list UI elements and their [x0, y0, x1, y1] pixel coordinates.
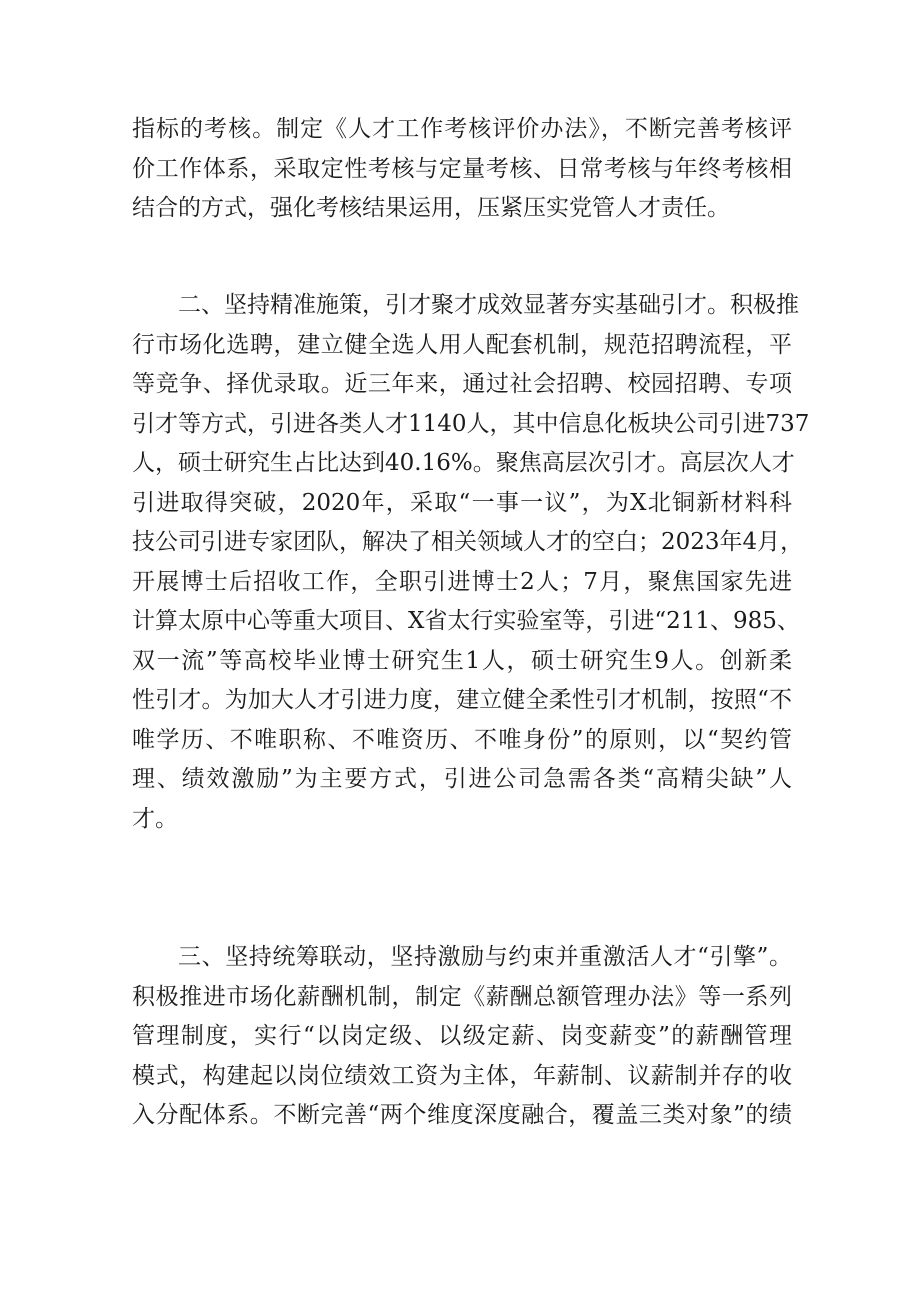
paragraph-line: 开展博士后招收工作，全职引进博士2人；7月，聚焦国家先进: [132, 568, 792, 595]
paragraph-line: 三、坚持统筹联动，坚持激励与约束并重激活人才“引擎”。: [178, 944, 792, 970]
paragraph-line: 管理制度，实行“以岗定级、以级定薪、岗变薪变”的薪酬管理: [132, 1023, 792, 1049]
paragraph-line: 积极推进市场化薪酬机制，制定《薪酬总额管理办法》等一系列: [132, 983, 792, 1010]
paragraph-line: 二、坚持精准施策，引才聚才成效显著夯实基础引才。积极推: [178, 292, 799, 318]
paragraph-line: 技公司引进专家团队，解决了相关领域人才的空白；2023年4月，: [132, 529, 804, 555]
paragraph-3: [132, 938, 792, 1136]
paragraph-line: 才。: [132, 805, 178, 832]
paragraph-line: 模式，构建起以岗位绩效工资为主体，年薪制、议薪制并存的收: [132, 1062, 792, 1089]
paragraph-line: 结合的方式，强化考核结果运用，压紧压实党管人才责任。: [132, 195, 730, 221]
paragraph-line: 理、绩效激励”为主要方式，引进公司急需各类“高精尖缺”人: [132, 766, 792, 792]
paragraph-line: 唯学历、不唯职称、不唯资历、不唯身份”的原则，以“契约管: [132, 726, 792, 753]
paragraph-line: 引才等方式，引进各类人才1140人，其中信息化板块公司引进737: [132, 410, 810, 437]
paragraph-line: 人，硕士研究生占比达到40.16%。聚焦高层次引才。高层次人才: [132, 450, 795, 476]
paragraph-line: 价工作体系，采取定性考核与定量考核、日常考核与年终考核相: [132, 155, 792, 182]
paragraph-line: 计算太原中心等重大项目、X省太行实验室等，引进“211、985、: [132, 608, 800, 634]
paragraph-line: 双一流”等高校毕业博士研究生1人，硕士研究生9人。创新柔: [132, 647, 792, 674]
paragraph-line: 指标的考核。制定《人才工作考核评价办法》，不断完善考核评: [132, 116, 792, 142]
paragraph-2: [132, 286, 810, 839]
paragraph-line: 行市场化选聘，建立健全选人用人配套机制，规范招聘流程，平: [132, 331, 792, 358]
paragraph-line: 性引才。为加大人才引进力度，建立健全柔性引才机制，按照“不: [132, 687, 792, 713]
paragraph-line: 等竞争、择优录取。近三年来，通过社会招聘、校园招聘、专项: [132, 371, 792, 397]
paragraph-line: 引进取得突破，2020年，采取“一事一议”，为X北铜新材料科: [132, 489, 792, 516]
paragraph-line: 入分配体系。不断完善“两个维度深度融合，覆盖三类对象”的绩: [132, 1102, 792, 1128]
paragraph-1: [132, 110, 792, 229]
